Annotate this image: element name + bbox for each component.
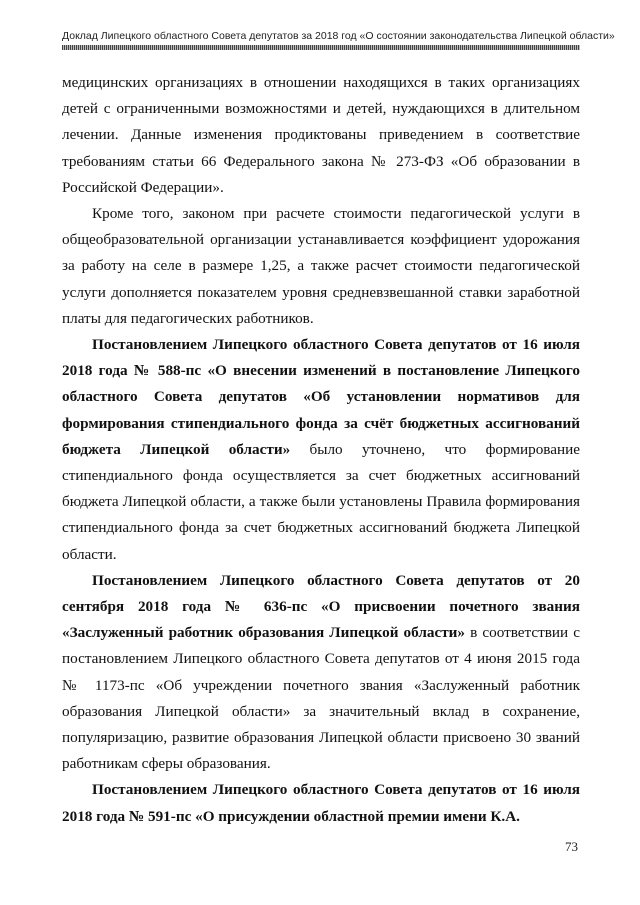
paragraph-1-text: медицинских организациях в отношении находящихся в таких организациях детей с ограниченными возможностями и детей, нуждающихся в длительном лечении. Данные изменения продиктованы приведением в соответствие требованиям статьи 66 Федерального закона № 273-ФЗ «Об образовании в Российской Федерации». — [62, 74, 580, 196]
paragraph-2 — [62, 201, 580, 332]
header-rule — [62, 45, 580, 50]
paragraph-5 — [62, 777, 580, 829]
paragraph-4-bold: Постановлением Липецкого областного Совета депутатов от 20 сентября 2018 года № 636-пс «О присвоении почетного звания «Заслуженный работник образования Липецкой области» — [62, 571, 580, 642]
paragraph-2-text: Кроме того, законом при расчете стоимости педагогической услуги в общеобразовательной организации устанавливается коэффициент удорожания за работу на селе в размере 1,25, а также расчет стоимости педагогической услуги дополняется показателем уровня средневзвешанной ставки заработной платы для педагогических работников. — [62, 205, 580, 327]
page-number: 73 — [565, 839, 578, 854]
paragraph-3-bold: Постановлением Липецкого областного Совета депутатов от 16 июля 2018 года № 588-пс «О внесении изменений в постановление Липецкого областного Совета депутатов «Об установлении нормативов для формирования стипендиального фонда за счёт бюджетных ассигнований бюджета Липецкой области» — [62, 336, 580, 458]
paragraph-3-text: было уточнено, что формирование стипендиального фонда осуществляется за счет бюджетных ассигнований бюджета Липецкой области, а также были установлены Правила формирования стипендиального фонда за счет бюджетных ассигнований бюджета Липецкой области. — [62, 440, 580, 563]
paragraph-3 — [62, 332, 580, 568]
paragraph-1 — [62, 70, 580, 201]
paragraph-5-bold: Постановлением Липецкого областного Совета депутатов от 16 июля 2018 года № 591-пс «О присуждении областной премии имени К.А. — [62, 781, 580, 825]
paragraph-4 — [62, 568, 580, 778]
running-header: Доклад Липецкого областного Совета депутатов за 2018 год «О состоянии законодательства Липецкой области» — [62, 30, 615, 42]
paragraph-4-text: в соответствии с постановлением Липецкого областного Совета депутатов от 4 июня 2015 года № 1173-пс «Об учреждении почетного звания «Заслуженный работник образования Липецкой области» за значительный вклад в сохранение, популяризацию, развитие образования Липецкой области присвоено 30 званий работникам сферы образования. — [62, 624, 580, 773]
body-text — [62, 70, 580, 830]
